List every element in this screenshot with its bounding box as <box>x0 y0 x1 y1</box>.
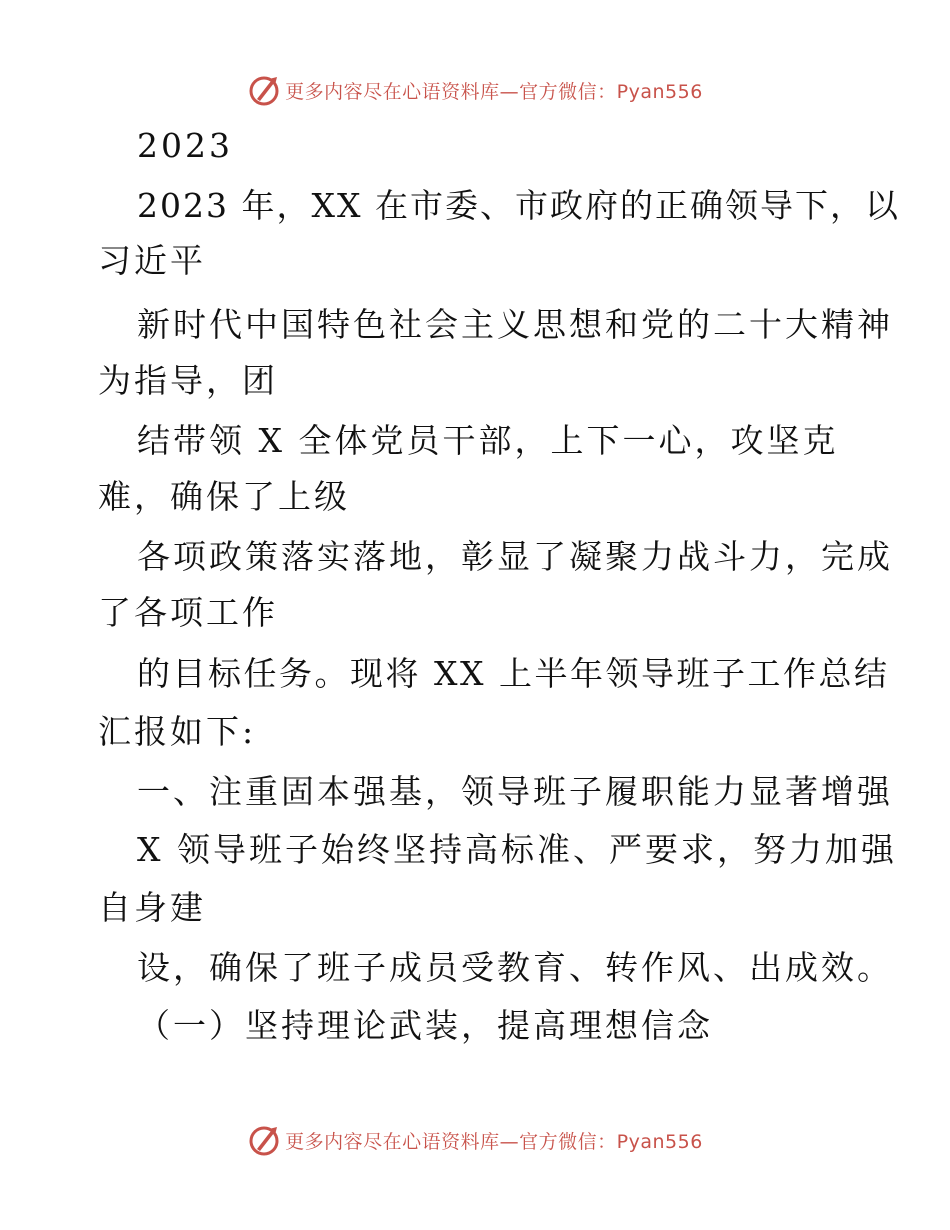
doc-line: 结带领 X 全体党员干部，上下一心，攻坚克 <box>137 421 839 460</box>
doc-line: 了各项工作 <box>98 593 278 632</box>
watermark-footer <box>0 1120 950 1160</box>
doc-line: 2023 <box>137 126 233 165</box>
section-heading: 一、注重固本强基，领导班子履职能力显著增强 <box>137 772 893 811</box>
doc-line: 设，确保了班子成员受教育、转作风、出成效。 <box>137 948 893 987</box>
watermark-text: 更多内容尽在心语资料库—官方微信：Pyan556 <box>285 80 703 103</box>
doc-line: 习近平 <box>98 241 206 280</box>
doc-line: X 领导班子始终坚持高标准、严要求，努力加强 <box>137 830 897 869</box>
doc-line: 新时代中国特色社会主义思想和党的二十大精神 <box>137 305 893 344</box>
watermark-text: 更多内容尽在心语资料库—官方微信：Pyan556 <box>285 1130 703 1153</box>
doc-line: 2023 年，XX 在市委、市政府的正确领导下，以 <box>137 186 900 225</box>
doc-line: 的目标任务。现将 XX 上半年领导班子工作总结 <box>137 654 890 693</box>
doc-line: 各项政策落实落地，彰显了凝聚力战斗力，完成 <box>137 537 893 576</box>
watermark-header <box>0 70 950 110</box>
subsection-heading: （一）坚持理论武装，提高理想信念 <box>137 1006 713 1045</box>
quill-pen-logo-icon <box>247 1123 281 1157</box>
doc-line: 为指导，团 <box>98 361 278 400</box>
quill-pen-logo-icon <box>247 73 281 107</box>
doc-line: 自身建 <box>98 888 206 927</box>
doc-line: 难，确保了上级 <box>98 477 350 516</box>
doc-line: 汇报如下: <box>98 712 257 751</box>
